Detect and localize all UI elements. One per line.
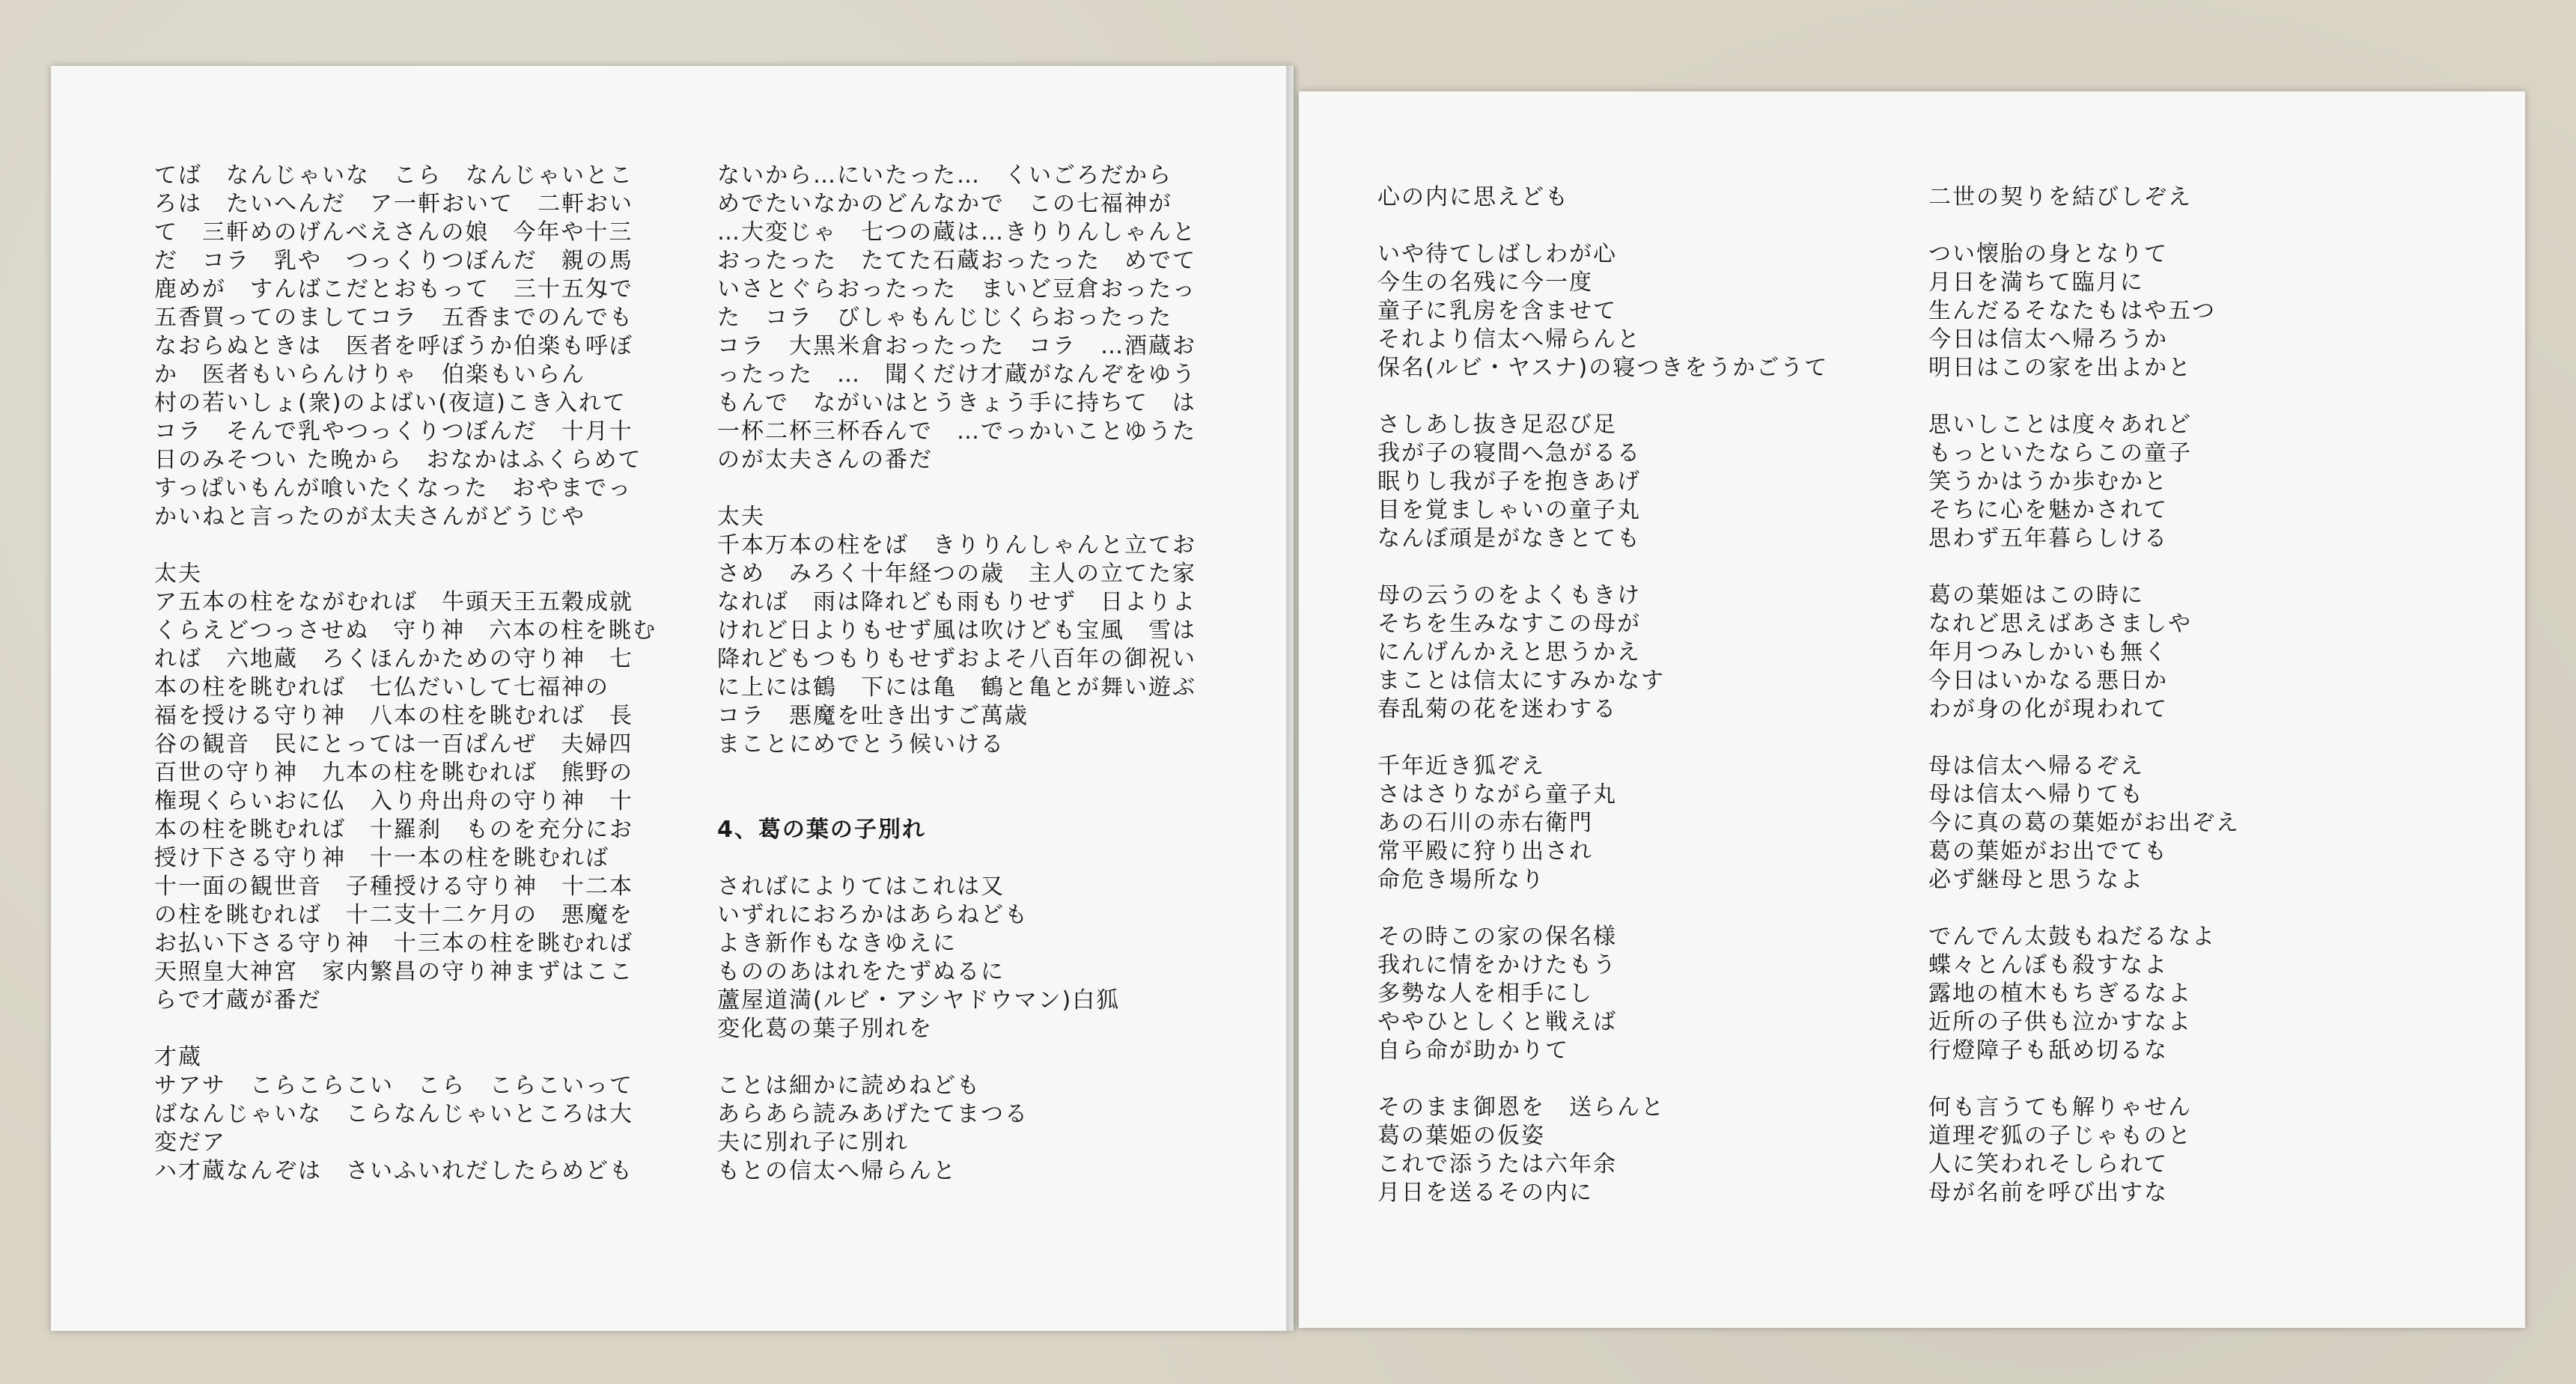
- stanza-gap: [1377, 724, 1828, 752]
- verse-line: 自ら命が助かりて: [1377, 1037, 1569, 1064]
- verse-line: そちに心を魅かされて: [1928, 497, 2168, 523]
- stanza-gap: [1377, 1065, 1828, 1094]
- text-line: らで才蔵が番だ: [154, 987, 322, 1013]
- stanza-gap: [1377, 894, 1828, 923]
- verse-line: そのまま御恩を 送らんと: [1377, 1094, 1665, 1121]
- verse-line: 生んだるそなたもはや五つ: [1928, 298, 2216, 324]
- text-line: だ コラ 乳や つっくりつぼんだ 親の馬: [154, 248, 633, 274]
- text-line: もとの信太へ帰らんと: [717, 1158, 957, 1184]
- text-line: て 三軒めのげんべえさんの娘 今年や十三: [154, 219, 633, 246]
- right-page-column-1: [1377, 183, 1828, 1207]
- text-line: お払い下さる守り神 十三本の柱を眺むれば: [154, 930, 633, 957]
- verse-line: 常平殿に狩り出され: [1377, 838, 1593, 865]
- text-line: よき新作もなきゆえに: [717, 930, 957, 957]
- verse-line: つい懐胎の身となりて: [1928, 241, 2168, 267]
- speaker-heading: 太夫: [154, 561, 202, 587]
- verse-line: 我れに情をかけたもう: [1377, 952, 1617, 978]
- text-line: かいねと言ったのが太夫さんがどうじや: [154, 504, 585, 530]
- verse-line: 母は信太へ帰りても: [1928, 781, 2144, 808]
- verse-line: 月日を満ちて臨月に: [1928, 269, 2144, 296]
- text-line: ったった … 聞くだけ才蔵がなんぞをゆう: [717, 362, 1196, 388]
- stanza-gap: [717, 1043, 1196, 1072]
- verse-line: 眠りし我が子を抱きあげ: [1377, 469, 1641, 495]
- text-line: のが太夫さんの番だ: [717, 447, 933, 473]
- stanza-gap: [1928, 382, 2240, 411]
- stanza-gap: [717, 787, 1196, 816]
- text-line: 鹿めが すんばこだとおもって 三十五匁で: [154, 276, 633, 302]
- verse-line: 年月つみしかいも無く: [1928, 639, 2168, 665]
- verse-line: 必ず継母と思うなよ: [1928, 867, 2144, 893]
- stanza-gap: [717, 844, 1196, 873]
- stanza-gap: [717, 759, 1196, 787]
- text-line: た コラ びしゃもんじじくらおったった: [717, 305, 1172, 331]
- verse-line: そちを生みなすこの母が: [1377, 611, 1641, 637]
- text-line: に上には鶴 下には亀 鶴と亀とが舞い遊ぶ: [717, 674, 1196, 701]
- stanza-gap: [1928, 553, 2240, 582]
- verse-line: 今日は信太へ帰ろうか: [1928, 326, 2168, 353]
- verse-line: あの石川の赤右衛門: [1377, 810, 1593, 836]
- stanza-gap: [1377, 553, 1828, 582]
- verse-line: 心の内に思えども: [1377, 184, 1569, 210]
- text-line: れば 六地蔵 ろくほんかための守り神 七: [154, 646, 633, 672]
- text-line: ばなんじゃいな こらなんじゃいところは大: [154, 1101, 633, 1127]
- left-page-column-2: [717, 162, 1196, 1186]
- text-line: 十一面の観世音 子種授ける守り神 十二本: [154, 874, 633, 900]
- text-line: 権現くらいおに仏 入り舟出舟の守り神 十: [154, 788, 633, 814]
- text-line: いさとぐらおったった まいど豆倉おったっ: [717, 276, 1196, 302]
- text-line: の柱を眺むれば 十二支十二ケ月の 悪魔を: [154, 902, 633, 928]
- verse-line: にんげんかえと思うかえ: [1377, 639, 1641, 665]
- verse-line: さはさりながら童子丸: [1377, 781, 1617, 808]
- verse-line: もっといたならこの童子: [1928, 440, 2192, 466]
- text-line: 百世の守り神 九本の柱を眺むれば 熊野の: [154, 760, 633, 786]
- verse-line: 明日はこの家を出よかと: [1928, 355, 2192, 381]
- verse-line: 道理ぞ狐の子じゃものと: [1928, 1123, 2192, 1149]
- verse-line: でんでん太鼓もねだるなよ: [1928, 924, 2216, 950]
- verse-line: 母が名前を呼び出すな: [1928, 1180, 2168, 1206]
- text-line: なおらぬときは 医者を呼ぼうか伯楽も呼ぼ: [154, 333, 633, 359]
- text-line: 変だア: [154, 1130, 226, 1156]
- stanza-gap: [1377, 212, 1828, 240]
- verse-line: 母の云うのをよくもきけ: [1377, 582, 1641, 609]
- text-line: 授け下さる守り神 十一本の柱を眺むれば: [154, 845, 609, 871]
- right-page-column-2: [1928, 183, 2240, 1207]
- verse-line: それより信太へ帰らんと: [1377, 326, 1641, 353]
- text-line: 千本万本の柱をば きりりんしゃんと立てお: [717, 532, 1196, 558]
- text-line: なれば 雨は降れども雨もりせず 日よりよ: [717, 589, 1196, 615]
- verse-line: まことは信太にすみかなす: [1377, 668, 1665, 694]
- text-line: あらあら読みあげたてまつる: [717, 1101, 1029, 1127]
- text-line: 変化葛の葉子別れを: [717, 1016, 933, 1042]
- verse-line: ややひとしくと戦えば: [1377, 1009, 1617, 1035]
- text-line: もんで ながいはとうきょう手に持ちて は: [717, 390, 1196, 416]
- verse-line: 思わず五年暮らしける: [1928, 525, 2168, 552]
- text-line: まことにめでとう候いける: [717, 731, 1005, 757]
- text-line: か 医者もいらんけりゃ 伯楽もいらん: [154, 362, 585, 388]
- text-line: ことは細かに読めねども: [717, 1073, 981, 1099]
- text-line: 五香買ってのましてコラ 五香までのんでも: [154, 305, 633, 331]
- text-line: おったった たてた石蔵おったった めでて: [717, 248, 1196, 274]
- verse-line: 月日を送るその内に: [1377, 1180, 1593, 1206]
- verse-line: いや待てしばしわが心: [1377, 241, 1617, 267]
- text-line: すっぱいもんが喰いたくなった おやまでっ: [154, 475, 633, 502]
- verse-line: 人に笑われそしられて: [1928, 1151, 2168, 1177]
- text-line: 天照皇大神宮 家内繁昌の守り神まずはここ: [154, 959, 633, 985]
- text-line: コラ 悪魔を吐き出すご萬歳: [717, 703, 1029, 729]
- text-line: 谷の観音 民にとっては一百ぱんぜ 夫婦四: [154, 731, 633, 757]
- verse-line: 笑うかはうか歩むかと: [1928, 469, 2168, 495]
- text-line: さればによりてはこれは又: [717, 874, 1005, 900]
- verse-line: 葛の葉姫はこの時に: [1928, 582, 2144, 609]
- left-page-column-1: [154, 162, 657, 1186]
- text-line: ろは たいへんだ ア一軒おいて 二軒おい: [154, 191, 633, 217]
- verse-line: 今日はいかなる悪日か: [1928, 668, 2168, 694]
- verse-line: 二世の契りを結びしぞえ: [1928, 184, 2192, 210]
- text-line: 蘆屋道満(ルビ・アシヤドウマン)白狐: [717, 987, 1121, 1013]
- verse-line: 行燈障子も舐め切るな: [1928, 1037, 2168, 1064]
- verse-line: その時この家の保名様: [1377, 924, 1617, 950]
- verse-line: 思いしことは度々あれど: [1928, 412, 2192, 438]
- stanza-gap: [154, 531, 657, 560]
- section-title: 4、葛の葉の子別れ: [717, 817, 926, 843]
- text-line: 夫に別れ子に別れ: [717, 1130, 909, 1156]
- text-line: 一杯二杯三杯呑んで …でっかいことゆうた: [717, 418, 1196, 445]
- verse-line: 今に真の葛の葉姫がお出ぞえ: [1928, 810, 2240, 836]
- text-line: さめ みろく十年経つの歳 主人の立てた家: [717, 561, 1196, 587]
- verse-line: なんぼ頑是がなきとても: [1377, 525, 1641, 552]
- verse-line: 目を覚ましゃいの童子丸: [1377, 497, 1641, 523]
- verse-line: 母は信太へ帰るぞえ: [1928, 753, 2144, 779]
- text-line: てば なんじゃいな こら なんじゃいとこ: [154, 162, 633, 189]
- text-line: 降れどもつもりもせずおよそ八百年の御祝い: [717, 646, 1196, 672]
- text-line: めでたいなかのどんなかで この七福神が: [717, 191, 1172, 217]
- text-line: ア五本の柱をながむれば 牛頭天王五穀成就: [154, 589, 633, 615]
- text-line: くらえどつっさせぬ 守り神 六本の柱を眺む: [154, 618, 657, 644]
- speaker-heading: 太夫: [717, 504, 765, 530]
- text-line: 日のみそつい た晩から おなかはふくらめて: [154, 447, 642, 473]
- verse-line: 露地の植木もちぎるなよ: [1928, 981, 2192, 1007]
- text-line: コラ 大黒米倉おったった コラ …酒蔵お: [717, 333, 1196, 359]
- verse-line: 何も言うても解りゃせん: [1928, 1094, 2192, 1121]
- stanza-gap: [1928, 1065, 2240, 1094]
- text-line: もののあはれをたずぬるに: [717, 959, 1005, 985]
- verse-line: わが身の化が現われて: [1928, 696, 2168, 722]
- verse-line: 多勢な人を相手にし: [1377, 981, 1593, 1007]
- text-line: 村の若いしょ(衆)のよばい(夜這)こき入れて: [154, 390, 627, 416]
- text-line: 福を授ける守り神 八本の柱を眺むれば 長: [154, 703, 633, 729]
- stanza-gap: [717, 475, 1196, 503]
- text-line: …大変じゃ 七つの蔵は…きりりんしゃんと: [717, 219, 1196, 246]
- verse-line: 千年近き狐ぞえ: [1377, 753, 1545, 779]
- verse-line: 近所の子供も泣かすなよ: [1928, 1009, 2192, 1035]
- text-line: ハ才蔵なんぞは さいふいれだしたらめども: [154, 1158, 633, 1184]
- verse-line: 葛の葉姫がお出でても: [1928, 838, 2168, 865]
- stanza-gap: [1928, 724, 2240, 752]
- stanza-gap: [1928, 894, 2240, 923]
- verse-line: さしあし抜き足忍び足: [1377, 412, 1617, 438]
- speaker-heading: 才蔵: [154, 1044, 202, 1070]
- verse-line: 我が子の寝間へ急がるる: [1377, 440, 1641, 466]
- verse-line: 蝶々とんぼも殺すなよ: [1928, 952, 2168, 978]
- stanza-gap: [154, 1015, 657, 1043]
- verse-line: 葛の葉姫の仮姿: [1377, 1123, 1545, 1149]
- verse-line: 命危き場所なり: [1377, 867, 1545, 893]
- verse-line: 保名(ルビ・ヤスナ)の寝つきをうかごうて: [1377, 355, 1829, 381]
- stanza-gap: [1377, 382, 1828, 411]
- verse-line: 春乱菊の花を迷わする: [1377, 696, 1617, 722]
- text-line: コラ そんで乳やつっくりつぼんだ 十月十: [154, 418, 633, 445]
- verse-line: なれど思えばあさましや: [1928, 611, 2192, 637]
- text-line: 本の柱を眺むれば 十羅刹 ものを充分にお: [154, 817, 633, 843]
- text-line: けれど日よりもせず風は吹けども宝風 雪は: [717, 618, 1196, 644]
- text-line: ないから…にいたった… くいごろだから: [717, 162, 1172, 189]
- verse-line: これで添うたは六年余: [1377, 1151, 1617, 1177]
- stanza-gap: [1928, 212, 2240, 240]
- verse-line: 今生の名残に今一度: [1377, 269, 1593, 296]
- book-spine: [1286, 66, 1309, 1331]
- text-line: いずれにおろかはあらねども: [717, 902, 1029, 928]
- text-line: 本の柱を眺むれば 七仏だいして七福神の: [154, 674, 609, 701]
- text-line: サアサ こらこらこい こら こらこいって: [154, 1073, 633, 1099]
- verse-line: 童子に乳房を含ませて: [1377, 298, 1617, 324]
